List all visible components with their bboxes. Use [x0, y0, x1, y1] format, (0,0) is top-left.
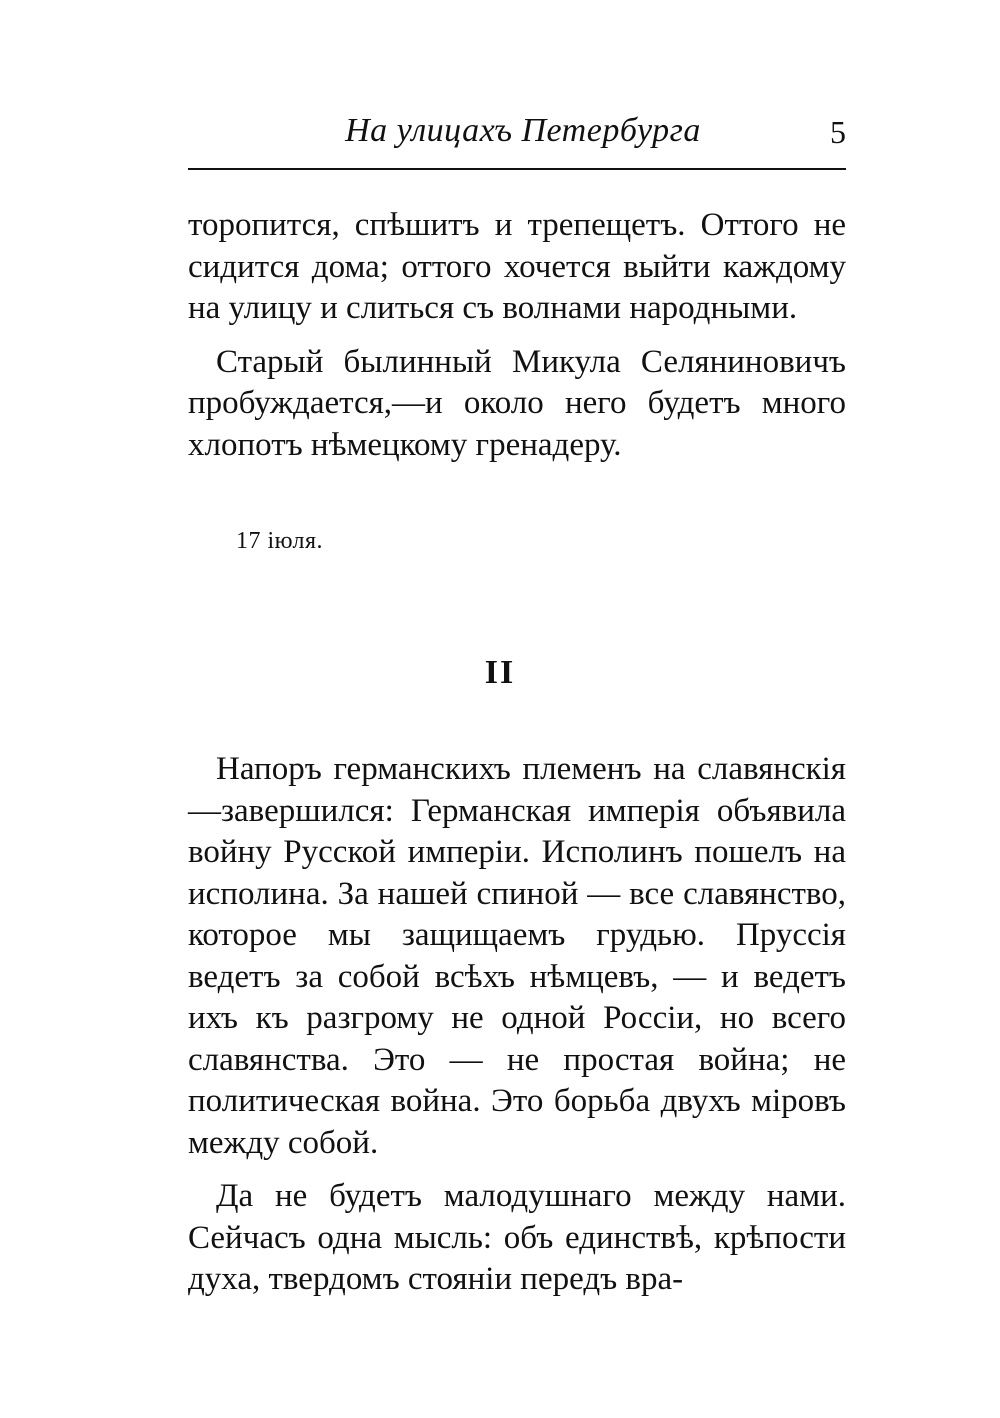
date-line: 17 іюля. [236, 528, 324, 554]
paragraph-continued: торопится, спѣшитъ и трепещетъ. Оттого не сидится дома; оттого хочется выйти каждому на улицу и слиться съ волнами народными. [188, 207, 846, 326]
paragraph-mikula: Старый былинный Микула Селяниновичъ пробуждается,—и около него будетъ много хлопотъ нѣмецкому гренадеру. [188, 343, 846, 463]
paragraph-war-declaration: Напоръ германскихъ племенъ на славянскія—завершился: Германская имперія объявила войну Русской имперіи. Исполинъ пошелъ на исполина. За нашей спиной — все славянство, которое мы защищаемъ грудью. Пруссія ведетъ за собой всѣхъ нѣмцевъ, — и ведетъ ихъ къ разгрому не одной Россіи, но всего славянства. Это — не простая война; не политическая война. Это борьба двухъ міровъ между собой. [188, 751, 846, 1161]
running-title: На улицахъ Петербурга [345, 112, 701, 149]
header-rule [188, 168, 846, 170]
page-number: 5 [830, 114, 846, 150]
paragraph-unity: Да не будетъ малодушнаго между нами. Сейчасъ одна мысль: объ единствѣ, крѣпости духа, твердомъ стояніи передъ вра- [188, 1178, 846, 1297]
running-header [190, 112, 846, 156]
text-block-section-two [188, 749, 846, 1301]
text-block-continuation [188, 205, 846, 466]
section-heading: II [484, 654, 516, 691]
